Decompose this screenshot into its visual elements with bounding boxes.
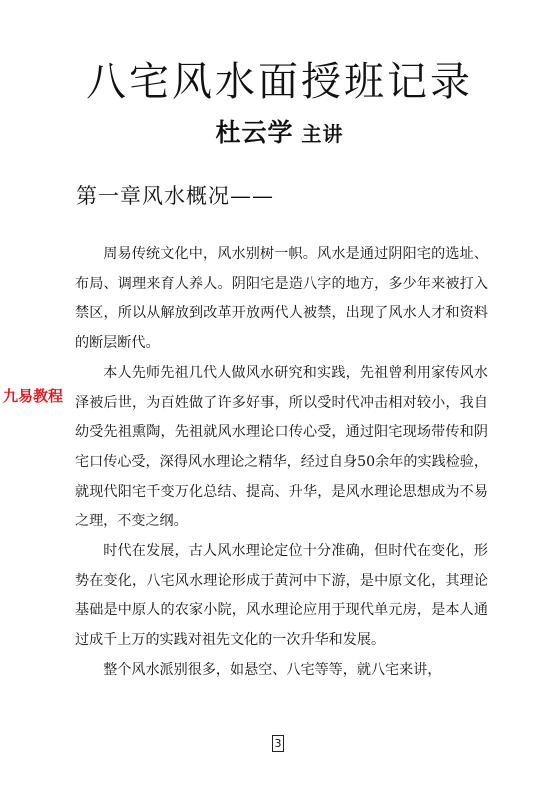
paragraph-3: 时代在发展，古人风水理论定位十分准确，但时代在变化，形势在变化，八宅风水理论形成于黄河中下游，是中原文化，其理论基础是中原人的农家小院，风水理论应用于现代单元房，是本人通过成千上万的实践对祖先文化的一次升华和发展。: [75, 543, 488, 649]
watermark-label: 九易教程: [3, 387, 64, 405]
chapter-heading: 第一章风水概况——: [76, 184, 274, 208]
paragraph-1: 周易传统文化中，风水别树一帜。风水是通过阴阳宅的选址、布局、调理来育人养人。阴阳宅是造八字的地方，多少年来被打入禁区，所以从解放到改革开放两代人被禁，出现了风水人才和资料的断层断代。: [75, 246, 488, 352]
paragraph-2: 本人先师先祖几代人做风水研究和实践，先祖曾利用家传风水泽被后世，为百姓做了许多好事，所以受时代冲击相对较小，我自幼受先祖熏陶，先祖就风水理论口传心受，通过阳宅现场带传和阴宅口传心受，深得风水理论之精华，经过自身50余年的实践检验，就现代阳宅千变万化总结、提高、升华，是风水理论思想成为不易之理，不变之纲。: [75, 364, 488, 530]
document-title: 八宅风水面授班记录: [86, 59, 473, 105]
page-number: 3: [272, 735, 284, 752]
speaker-name: 杜云学: [215, 118, 294, 147]
speaker-line: [0, 118, 559, 151]
speaker-role: 主讲: [301, 122, 344, 146]
paragraph-4: 整个风水派别很多，如悬空、八宅等等，就八宅来讲，: [103, 661, 442, 678]
body-text: [75, 240, 488, 686]
